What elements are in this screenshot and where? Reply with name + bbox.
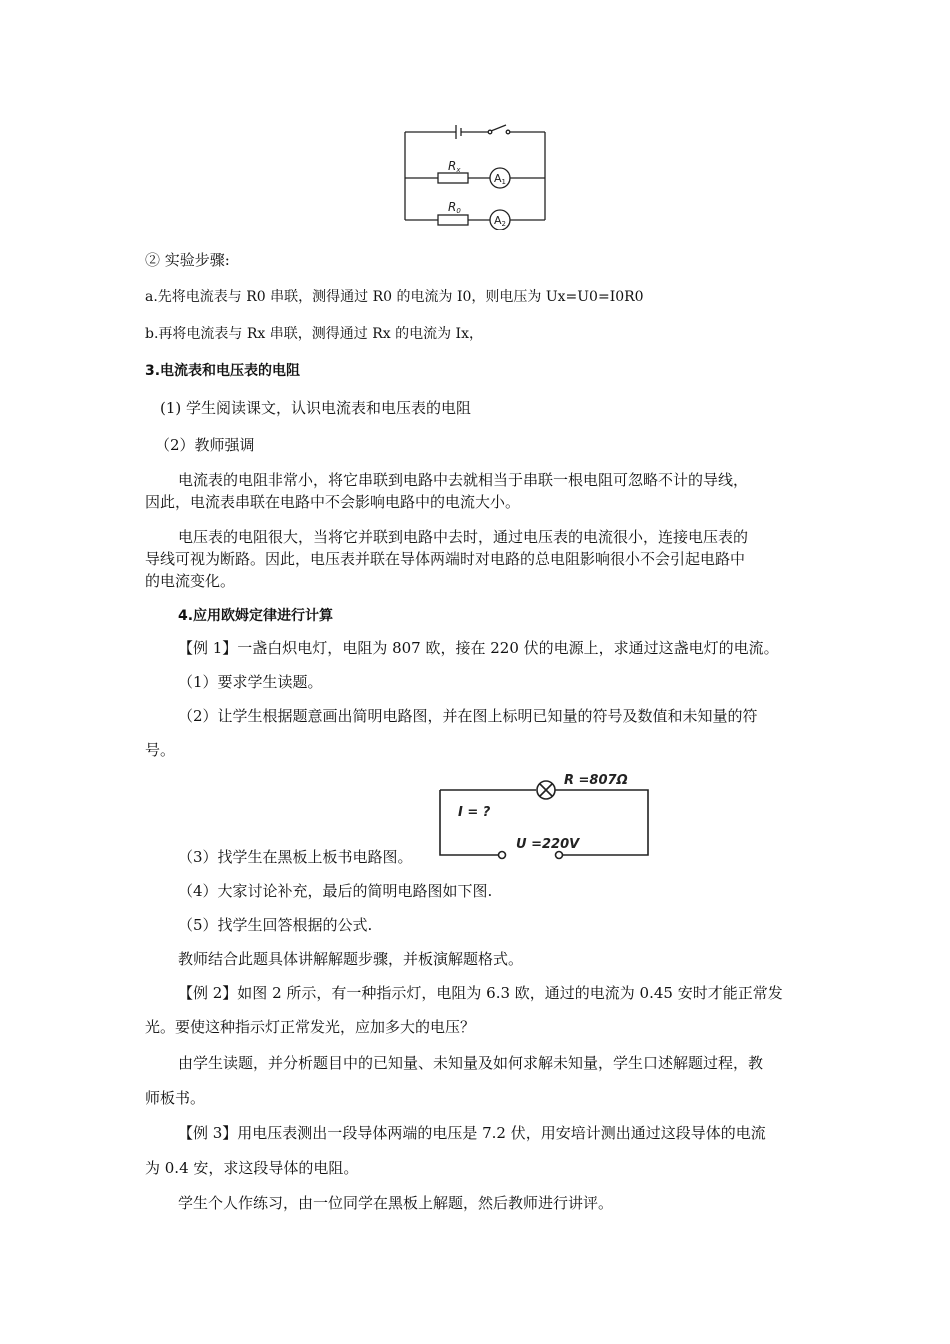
section-4-title: 4.应用欧姆定律进行计算 [178,608,334,624]
circuit-diagram-parallel [400,122,550,230]
example-1-step-4: （4）大家讨论补充，最后的简明电路图如下图. [178,882,493,900]
circuit-diagram-lamp [436,772,652,862]
example-2-line-2: 光。要使这种指示灯正常发光，应加多大的电压？ [145,1018,476,1036]
example-3-line-1: 【例 3】用电压表测出一段导体两端的电压是 7.2 伏，用安培计测出通过这段导体的电流 [178,1124,766,1142]
example-2-desc-line-1: 由学生读题，并分析题目中的已知量、未知量及如何求解未知量，学生口述解题过程，教 [178,1054,764,1072]
resistance-label: R =807Ω [564,773,628,788]
section-3-item-2: （2）教师强调 [155,436,255,454]
example-1-step-3: （3）找学生在黑板上板书电路图。 [178,848,413,866]
example-1-step-1: （1）要求学生读题。 [178,673,323,691]
example-1: 【例 1】一盏白炽电灯，电阻为 807 欧，接在 220 伏的电源上，求通过这盏电灯的电流。 [178,639,779,657]
svg-text:A2: A2 [494,214,506,228]
paragraph-voltmeter-line-1: 电压表的电阻很大，当将它并联到电路中去时，通过电压表的电流很小，连接电压表的 [178,528,749,546]
ammeter-a2-label: A [494,214,502,227]
example-1-teacher: 教师结合此题具体讲解解题步骤，并板演解题格式。 [178,950,524,968]
voltage-label: U =220V [516,837,580,852]
current-label: I = ? [458,805,491,820]
paragraph-ammeter-line-2: 因此，电流表串联在电路中不会影响电路中的电流大小。 [145,493,521,511]
step-a: a.先将电流表与 R0 串联，测得通过 R0 的电流为 I0，则电压为 Ux=U0=I0R0 [145,289,644,305]
step-b: b.再将电流表与 Rx 串联，测得通过 Rx 的电流为 Ix， [145,326,483,342]
section-3-title: 3.电流表和电压表的电阻 [145,363,301,379]
example-2-line-1: 【例 2】如图 2 所示，有一种指示灯，电阻为 6.3 欧，通过的电流为 0.45 安时才能正常发 [178,984,783,1002]
example-3-line-2: 为 0.4 安，求这段导体的电阻。 [145,1159,359,1177]
paragraph-ammeter-line-1: 电流表的电阻非常小，将它串联到电路中去就相当于串联一根电阻可忽略不计的导线， [178,471,749,489]
steps-heading: ② 实验步骤: [145,251,230,269]
svg-text:Rx: Rx [448,159,461,174]
example-1-step-2-line-2: 号。 [145,741,176,759]
r0-label: R [448,200,457,214]
example-3-desc: 学生个人作练习，由一位同学在黑板上解题，然后教师进行讲评。 [178,1194,614,1212]
section-3-item-1: (1) 学生阅读课文，认识电流表和电压表的电阻 [160,399,472,417]
rx-label: R [448,159,457,173]
example-1-step-5: （5）找学生回答根据的公式. [178,916,373,934]
svg-text:R0: R0 [448,200,461,215]
example-1-step-2-line-1: （2）让学生根据题意画出简明电路图，并在图上标明已知量的符号及数值和未知量的符 [178,707,758,725]
ammeter-a1-label: A [494,172,502,185]
paragraph-voltmeter-line-2: 导线可视为断路。因此，电压表并联在导体两端时对电路的总电阻影响很小不会引起电路中 [145,550,746,568]
example-2-desc-line-2: 师板书。 [145,1089,206,1107]
paragraph-voltmeter-line-3: 的电流变化。 [145,572,236,590]
svg-text:A1: A1 [494,172,506,186]
